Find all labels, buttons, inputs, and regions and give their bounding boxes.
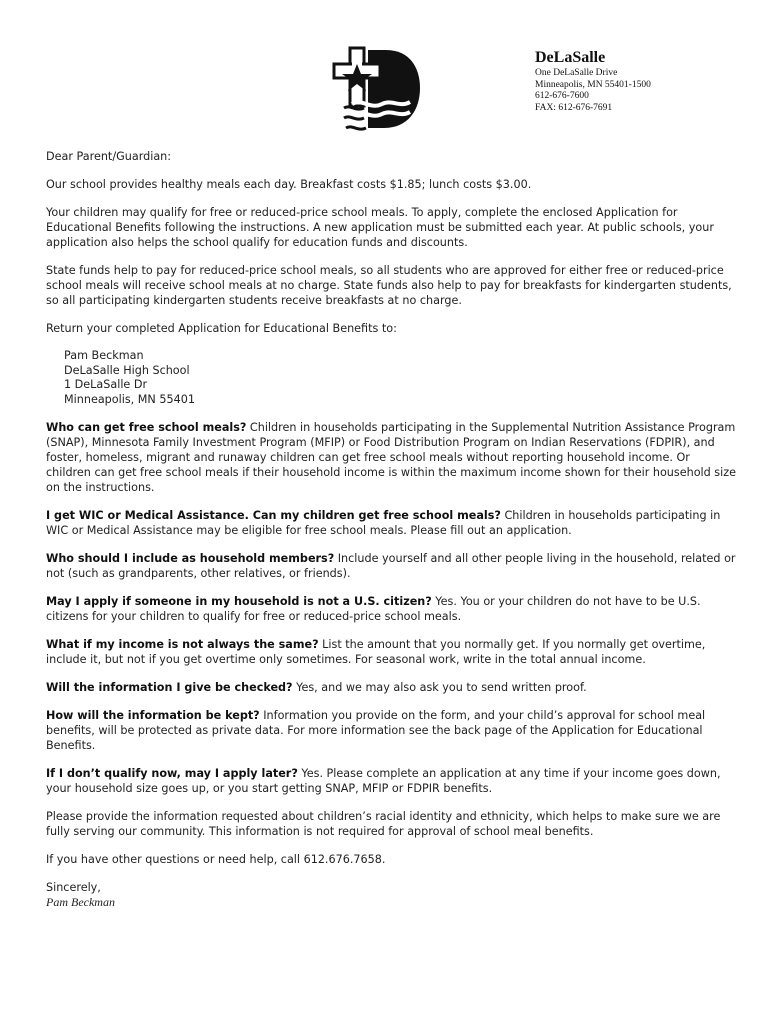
phone-number: 612-676-7600 [535,91,589,101]
paragraph-racial-identity: Please provide the information requested about children’s racial identity and ethnicity, which helps to make sure we are fully serving our community. This information is not required for approval of school meal benefits. [46,810,721,838]
faq-question: I get WIC or Medical Assistance. Can my children get free school meals? [46,509,501,522]
return-address [64,349,736,407]
signature: Pam Beckman [46,895,115,909]
faq-answer: Yes, and we may also ask you to send written proof. [292,681,587,694]
faq-answer: Children in households participating in WIC or Medical Assistance may be eligible for free school meals. Please fill out an application. [46,509,721,537]
paragraph-eligibility: Your children may qualify for free or reduced-price school meals. To apply, complete the enclosed Application for Educational Benefits following the instructions. A new application must be submitted each year. At public schools, your application also helps the school qualify for education funds and discounts. [46,206,714,249]
faq-question: How will the information be kept? [46,709,260,722]
org-name: DeLaSalle [535,49,606,66]
faq-item [46,594,736,624]
return-street: 1 DeLaSalle Dr [64,378,148,391]
faq-question: Who should I include as household members? [46,552,335,565]
faq-item [46,551,736,581]
faq-answer: Information you provide on the form, and your child’s approval for school meal benefits, will be protected as private data. For more information see the back page of the Application for Educational Benefits. [46,709,706,752]
return-city: Minneapolis, MN 55401 [64,392,195,406]
faq-answer: Yes. You or your children do not have to be U.S. citizens for your children to qualify for free or reduced-price school meals. [46,595,701,623]
fax-number: FAX: 612-676-7691 [535,102,613,113]
paragraph-state-funds: State funds help to pay for reduced-price school meals, so all students who are approved for either free or reduced-price school meals will receive school meals at no charge. State funds also help to pay for breakfasts for kindergarten students, so all participating kindergarten students receive breakfasts at no charge. [46,264,732,307]
paragraph-contact: If you have other questions or need help, call 612.676.7658. [46,853,386,866]
faq-question: May I apply if someone in my household is not a U.S. citizen? [46,595,432,608]
faq-item [46,708,736,753]
faq-item [46,637,736,667]
faq-question: If I don’t qualify now, may I apply later? [46,767,298,780]
address-line-2: Minneapolis, MN 55401-1500 [535,79,651,90]
faq-item [46,766,736,796]
faq-item [46,508,736,538]
faq-question: What if my income is not always the same? [46,638,319,651]
faq-answer: List the amount that you normally get. If you normally get overtime, include it, but not if you get overtime only sometimes. For seasonal work, write in the total annual income. [46,638,706,666]
delasalle-logo-icon [330,42,422,134]
faq-answer: Include yourself and all other people living in the household, related or not (such as grandparents, other relatives, or friends). [46,552,736,580]
faq-answer: Yes. Please complete an application at any time if your income goes down, your household size goes up, or you start getting SNAP, MFIP or FDPIR benefits. [46,767,721,795]
letter-body [46,149,736,910]
faq-question: Who can get free school meals? [46,421,247,434]
faq-question: Will the information I give be checked? [46,681,293,694]
paragraph-meal-prices: Our school provides healthy meals each day. Breakfast costs $1.85; lunch costs $3.00. [46,178,532,191]
address-line-1: One DeLaSalle Drive [535,68,618,78]
return-name: Pam Beckman [64,349,144,362]
greeting: Dear Parent/Guardian: [46,150,172,163]
letterhead [535,48,651,114]
faq-item [46,680,736,695]
return-school: DeLaSalle High School [64,363,190,377]
faq-item [46,420,736,495]
faq-answer: Children in households participating in the Supplemental Nutrition Assistance Program (SNAP), Minnesota Family Investment Program (MFIP) or Food Distribution Program on Indian Reservations (FDPIR), and foster, homeless, migrant and runaway children can get free school meals without reporting household income. Or children can get free school meals if their household income is within the maximum income shown for their household size on the instructions. [46,421,736,494]
paragraph-return-instructions: Return your completed Application for Educational Benefits to: [46,322,397,335]
closing: Sincerely, [46,881,101,894]
